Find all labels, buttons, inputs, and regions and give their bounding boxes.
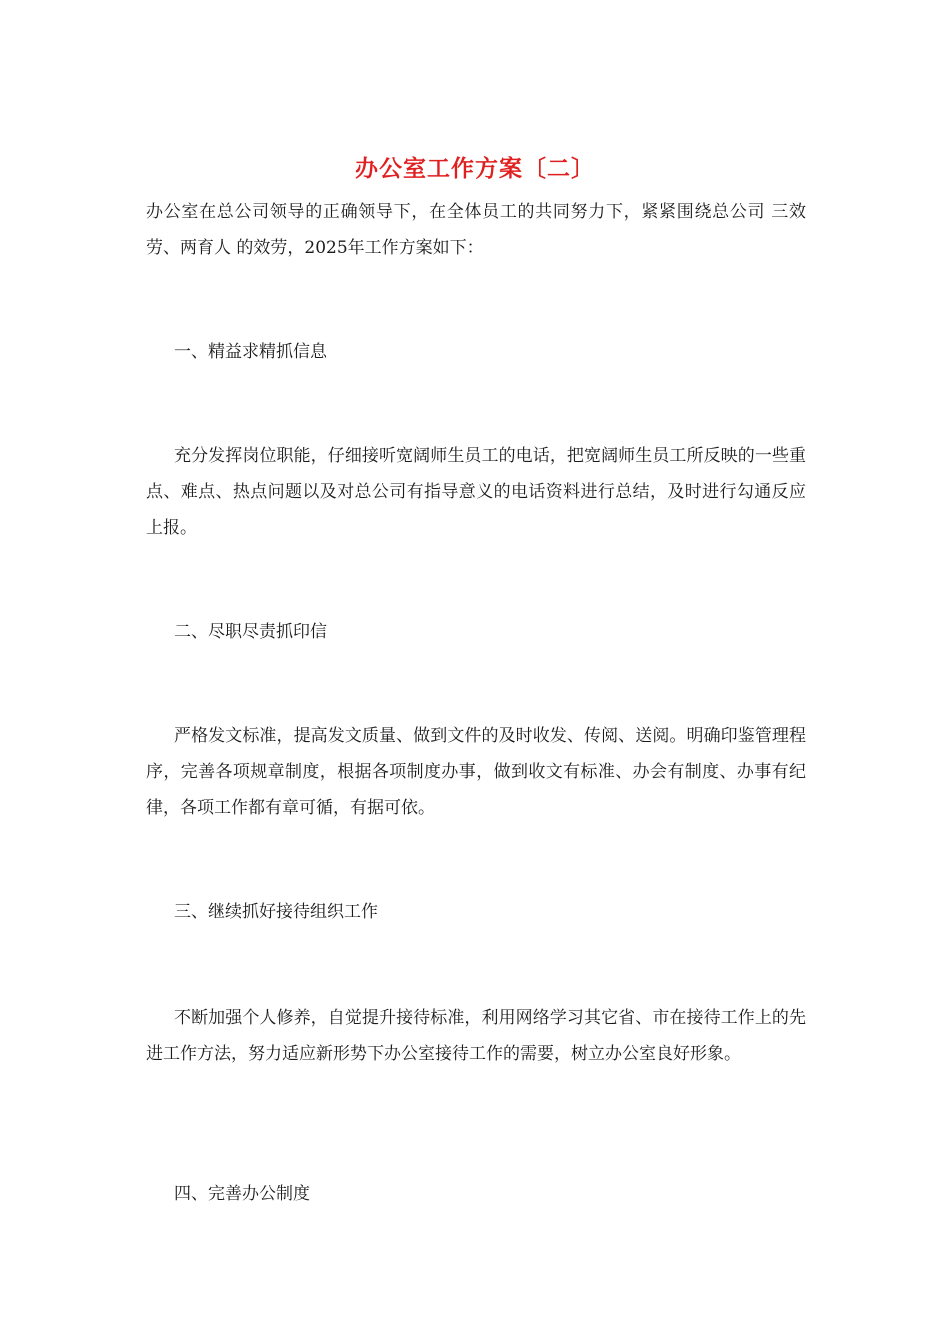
intro-paragraph: 办公室在总公司领导的正确领导下，在全体员工的共同努力下，紧紧围绕总公司 三效劳、两育人 的效劳，2025年工作方案如下： <box>146 202 806 258</box>
section-heading-2: 二、尽职尽责抓印信 <box>174 622 327 642</box>
section-body-3: 不断加强个人修养，自觉提升接待标准，利用网络学习其它省、市在接待工作上的先进工作方法，努力适应新形势下办公室接待工作的需要，树立办公室良好形象。 <box>146 1008 806 1064</box>
section-body-2: 严格发文标准，提高发文质量、做到文件的及时收发、传阅、送阅。明确印鉴管理程序，完善各项规章制度，根据各项制度办事，做到收文有标准、办会有制度、办事有纪律，各项工作都有章可循，有据可依。 <box>146 726 806 818</box>
document-title: 办公室工作方案〔二〕 <box>355 155 595 182</box>
section-heading-4: 四、完善办公制度 <box>174 1184 310 1204</box>
section-body-1: 充分发挥岗位职能，仔细接听宽阔师生员工的电话，把宽阔师生员工所反映的一些重点、难点、热点问题以及对总公司有指导意义的电话资料进行总结，及时进行勾通反应上报。 <box>146 446 806 538</box>
section-heading-1: 一、精益求精抓信息 <box>174 342 327 362</box>
section-heading-3: 三、继续抓好接待组织工作 <box>174 902 378 922</box>
